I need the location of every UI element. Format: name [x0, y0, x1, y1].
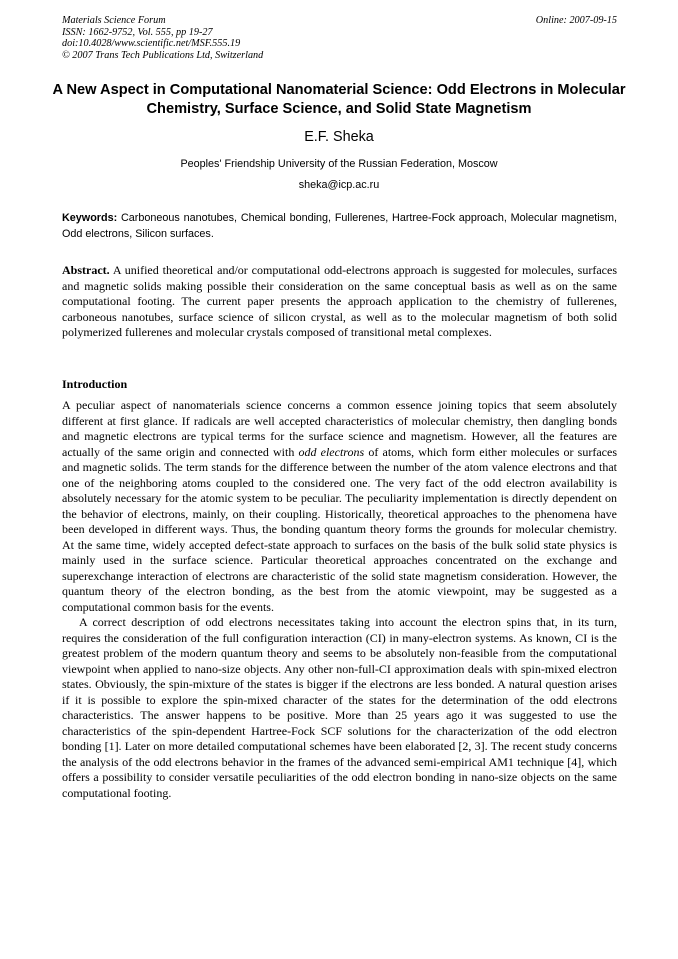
abstract-text: A unified theoretical and/or computational odd-electrons approach is suggested for molecules, surfaces and magnetic solids making possible their consideration on the same conceptual basis as well as on the same computational footing. The current paper presents the approach application to the chemistry of fullerenes, carboneous nanotubes, surface science of silicon crystal, as well as to the molecular magnetism of both solid polymerized fullerenes and molecular crystals composed of transitional metal complexes. — [62, 263, 617, 339]
abstract-label: Abstract. — [62, 263, 110, 277]
keywords-text: Carboneous nanotubes, Chemical bonding, Fullerenes, Hartree-Fock approach, Molecular magnetism, Odd electrons, Silicon surfaces. — [62, 212, 618, 240]
doi-line: doi:10.4028/www.scientific.net/MSF.555.19 — [62, 38, 241, 49]
introduction-body — [62, 398, 617, 801]
journal-header — [62, 15, 617, 61]
paragraph-1-text-b: of atoms, which form either molecules or surfaces and magnetic solids. The term stands for the difference between the number of the atom valence electrons and that one of the neighboring atoms coupled to the considered one. The very fact of the odd electron availability is absolutely necessary for the atomic system to be peculiar. The peculiarity implementation is directly dependent on the behavior of electrons, mainly, on their coupling. Historically, theoretical approaches to the phenomena have been developed in different ways. Thus, the bonding quantum theory forms the grounds for molecular chemistry. At the same time, widely accepted defect-state approach to surfaces on the basis of the bulk solid state physics is mainly used in the surface science. Particular theoretical approaches concentrated on the exchange and superexchange interaction of electrons are characteristic of the solid state magnetism consideration. However, the quantum theory of the electron bonding, as the best from the atomic viewpoint, may be suggested as a computational common basis for the events. — [62, 444, 617, 614]
journal-name: Materials Science Forum — [62, 15, 166, 26]
paper-title: A New Aspect in Computational Nanomaterial Science: Odd Electrons in Molecular Chemistry, Surface Science, and Solid State Magnetism — [52, 82, 626, 117]
paragraph-1 — [62, 398, 617, 615]
paragraph-2: A correct description of odd electrons necessitates taking into account the electron spins that, in its turn, requires the consideration of the full configuration interaction (CI) in many-electron systems. As known, CI is the greatest problem of the modern quantum theory and seems to be absolutely non-feasible from the computational viewpoint when applied to nano-size objects. Any other non-full-CI approximation deals with spin-mixed electron states. Obviously, the spin-mixture of the states is bigger if the electrons are less bonded. A natural question arises if it is possible to explore the spin-mixed character of the states for the determination of the odd electrons characteristics. The answer happens to be positive. More than 25 years ago it was suggested to use the characteristics of the spin-dependent Hartree-Fock SCF solutions for the characterization of the odd electron bonding [1]. Later on more detailed computational schemes have been elaborated [2, 3]. The recent study concerns the analysis of the odd electrons behavior in the frames of the advanced semi-empirical AM1 technique [4], which offers a possibility to consider versatile peculiarities of the odd electron bonding in nano-size objects on the same computational footing. — [62, 615, 617, 800]
copyright-line: © 2007 Trans Tech Publications Ltd, Switzerland — [62, 49, 264, 61]
author-name: E.F. Sheka — [304, 129, 374, 145]
author-affiliation: Peoples' Friendship University of the Russian Federation, Moscow — [180, 158, 498, 170]
abstract-block — [62, 263, 617, 341]
section-heading-introduction: Introduction — [62, 377, 128, 391]
keywords-label: Keywords: — [62, 212, 118, 224]
author-email: sheka@icp.ac.ru — [298, 179, 380, 191]
odd-electrons-term: odd electrons — [298, 444, 365, 459]
paragraph-1-text-a: A peculiar aspect of nanomaterials science concerns a common essence joining topics that seem absolutely different at first glance. If radicals are well accepted characteristics of molecular chemistry, then dangling bonds and magnetic electrons are typical terms for the surface science and magnetism. However, all the features are actually of the same origin and connected with — [62, 398, 617, 459]
issn-line: ISSN: 1662-9752, Vol. 555, pp 19-27 — [62, 26, 213, 38]
online-date: Online: 2007-09-15 — [535, 15, 617, 26]
keywords-block — [62, 211, 617, 242]
